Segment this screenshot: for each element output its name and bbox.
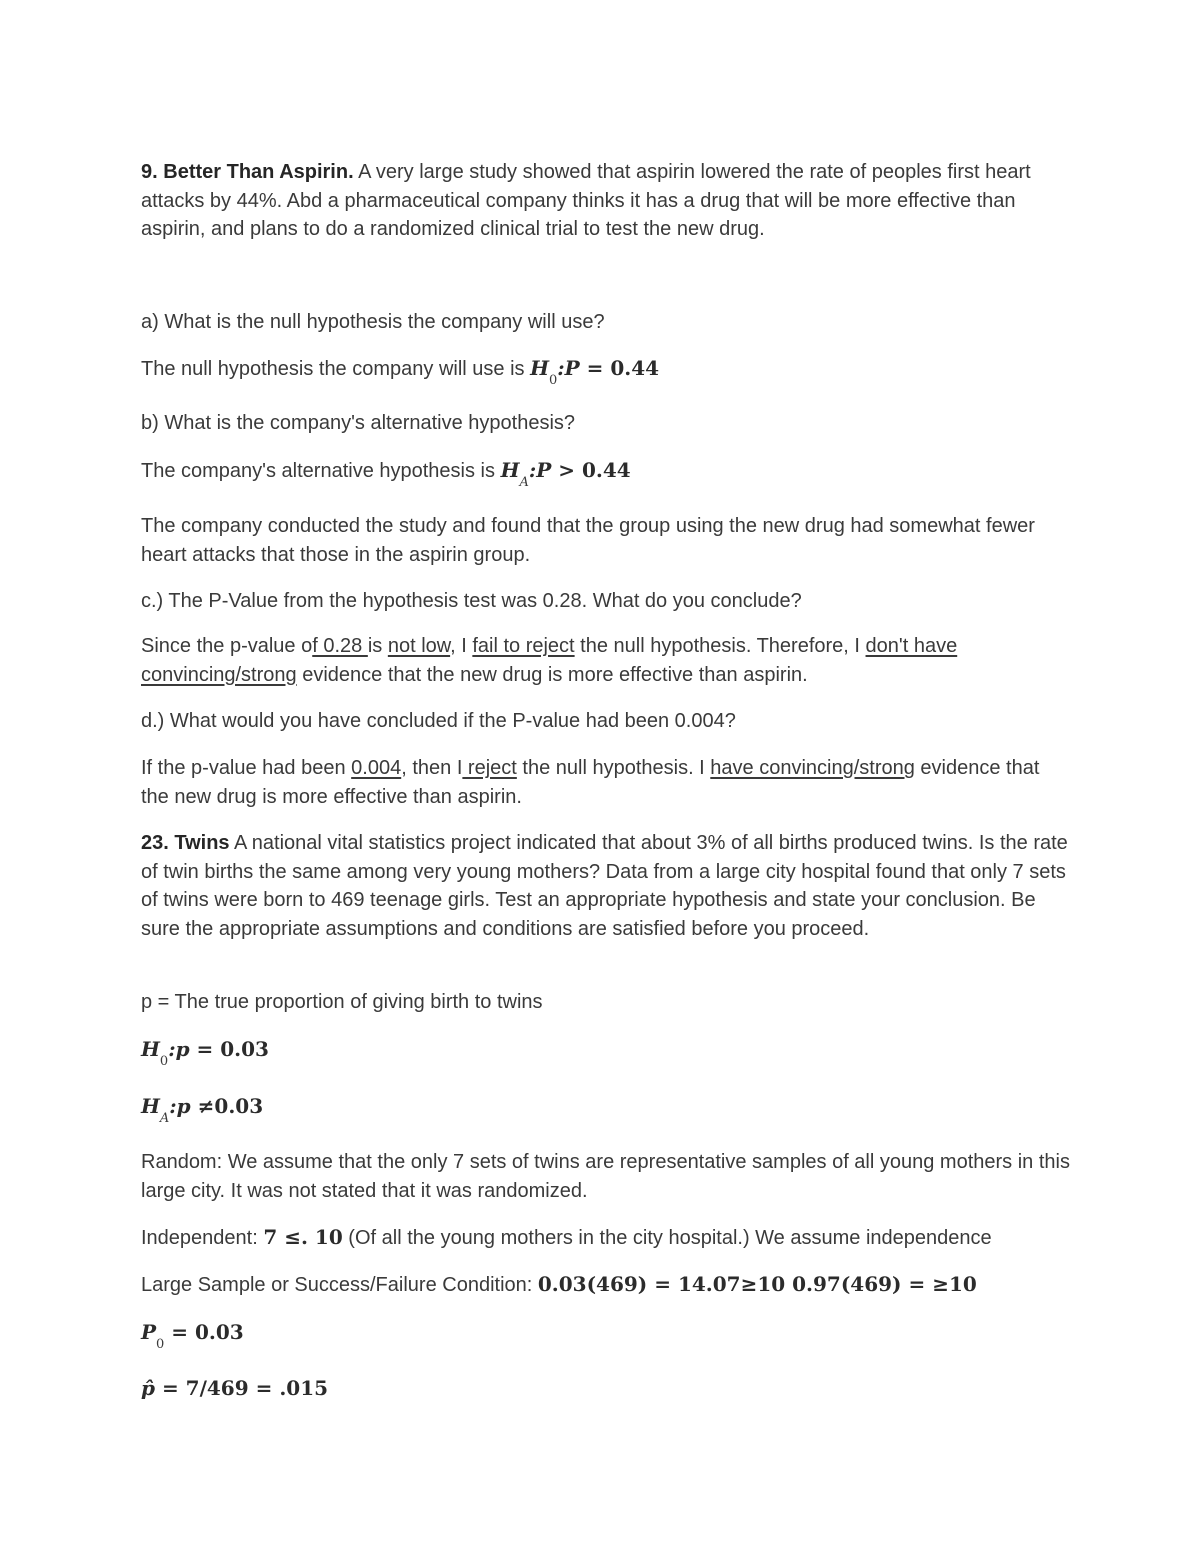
h0-eq: = [189,1037,221,1061]
ha-rest: :p [169,1094,191,1118]
answer-9c [141,632,1071,689]
question-9b: b) What is the company's alternative hypothesis? [141,412,576,434]
independent-label: Independent: [141,1227,264,1249]
independent-math: 7 ≤. 10 [263,1225,343,1249]
answer-9c-underline-4: don't have convincing/strong [141,635,958,686]
ha-h: H [141,1094,160,1118]
phat-value: 7/469 = .015 [185,1376,329,1400]
question-23-number: 23. [141,832,169,854]
ha-sub: A [159,1111,170,1126]
p0-value: 0.03 [195,1320,244,1344]
study-result-paragraph: The company conducted the study and found that the group using the new drug had somewhat fewer heart attacks that those in the aspirin group. [141,515,1035,566]
h0-sub: 0 [159,1054,169,1069]
answer-9d-text-4: evidence that the new drug is more effective than aspirin. [141,757,1040,808]
question-9-body: A very large study showed that aspirin lowered the rate of peoples first heart attacks by 44%. Abd a pharmaceutical company thinks it has a drug that will be more effective than aspirin, and plans to do a randomized clinical trial to test the new drug. [141,161,1031,241]
random-condition: Random: We assume that the only 7 sets of twins are representative samples of all young mothers in this large city. It was not stated that it was randomized. [141,1151,1070,1202]
null-hypothesis-value: 0.44 [610,356,660,380]
answer-9d-underline-1: 0.004 [351,757,402,779]
question-9c: c.) The P-Value from the hypothesis test was 0.28. What do you conclude? [141,590,802,612]
answer-9c-underline-2: not low [387,635,451,657]
h0-value: 0.03 [220,1037,269,1061]
h0-h: H [141,1037,160,1061]
answer-9c-text-3: , I [450,635,473,657]
question-23-body: A national vital statistics project indicated that about 3% of all births produced twins. Is the rate of twin births the same among very young mothers? Data from a large city hospital found that only 7 sets of twins were born to 469 teenage girls. Test an appropriate hypothesis and state your conclusion. Be sure the appropriate assumptions and conditions are satisfied before you proceed. [141,832,1068,940]
ha-value: 0.03 [214,1094,264,1118]
ha-op: ≠ [190,1094,215,1118]
alt-hypothesis-rest: :P [528,458,552,482]
phat-symbol: p̂ [141,1376,155,1400]
question-23-title: Twins [168,832,230,854]
answer-9b [141,456,1071,489]
p0-eq: = [164,1320,196,1344]
answer-9d-text-1: If the p-value had been [141,757,352,779]
question-9-title: Better Than Aspirin. [163,161,354,183]
answer-9c-text-1: Since the p-value o [141,635,313,657]
alt-hypothesis-op: > [551,458,582,482]
alt-hypothesis-sub: A [519,475,529,490]
answer-9d-underline-2: reject [462,757,517,779]
question-23-paragraph [141,829,1071,943]
question-9d: d.) What would you have concluded if the P-value had been 0.004? [141,710,736,732]
null-hypothesis-sub: 0 [549,373,558,388]
answer-9a-text: The null hypothesis the company will use is [141,358,531,380]
p0-sub: 0 [156,1337,165,1352]
large-sample-math: 0.03(469) = 14.07≥10 0.97(469) = ≥10 [537,1272,977,1296]
p-definition: p = The true proportion of giving birth to twins [141,991,543,1013]
independent-condition [141,1223,1071,1253]
phat-eq: = [154,1376,186,1400]
large-sample-label: Large Sample or Success/Failure Condition: [141,1274,538,1296]
h0-equation [141,1035,1071,1068]
h0-rest: :p [168,1037,190,1061]
alt-hypothesis-h: H [500,458,520,482]
answer-9d [141,754,1071,811]
phat-equation [141,1374,1071,1404]
question-9-number: 9. [141,161,158,183]
alt-hypothesis-value: 0.44 [581,458,631,482]
ha-equation [141,1092,1071,1125]
p0-p: P [141,1320,157,1344]
question-9a: a) What is the null hypothesis the company will use? [141,311,605,333]
answer-9c-text-4: the null hypothesis. Therefore, I [574,635,866,657]
answer-9c-text-5: evidence that the new drug is more effective than aspirin. [296,663,808,686]
large-sample-condition [141,1270,1071,1300]
null-hypothesis-eq: = [579,356,611,380]
null-hypothesis-rest: :P [557,356,580,380]
independent-text: (Of all the young mothers in the city hospital.) We assume independence [342,1227,992,1249]
answer-9b-text: The company's alternative hypothesis is [141,460,501,482]
answer-9a [141,354,1071,387]
answer-9d-text-2: , then I [401,757,463,779]
answer-9d-underline-3: have convincing/strong [710,757,915,779]
null-hypothesis-h: H [530,356,549,380]
p0-equation [141,1318,1071,1351]
answer-9c-text-2: is [367,635,388,657]
question-9-paragraph [141,158,1071,244]
answer-9c-underline-3: fail to reject [472,635,575,657]
answer-9c-underline-1: f 0.28 [312,635,368,657]
answer-9d-text-3: the null hypothesis. I [516,757,711,779]
